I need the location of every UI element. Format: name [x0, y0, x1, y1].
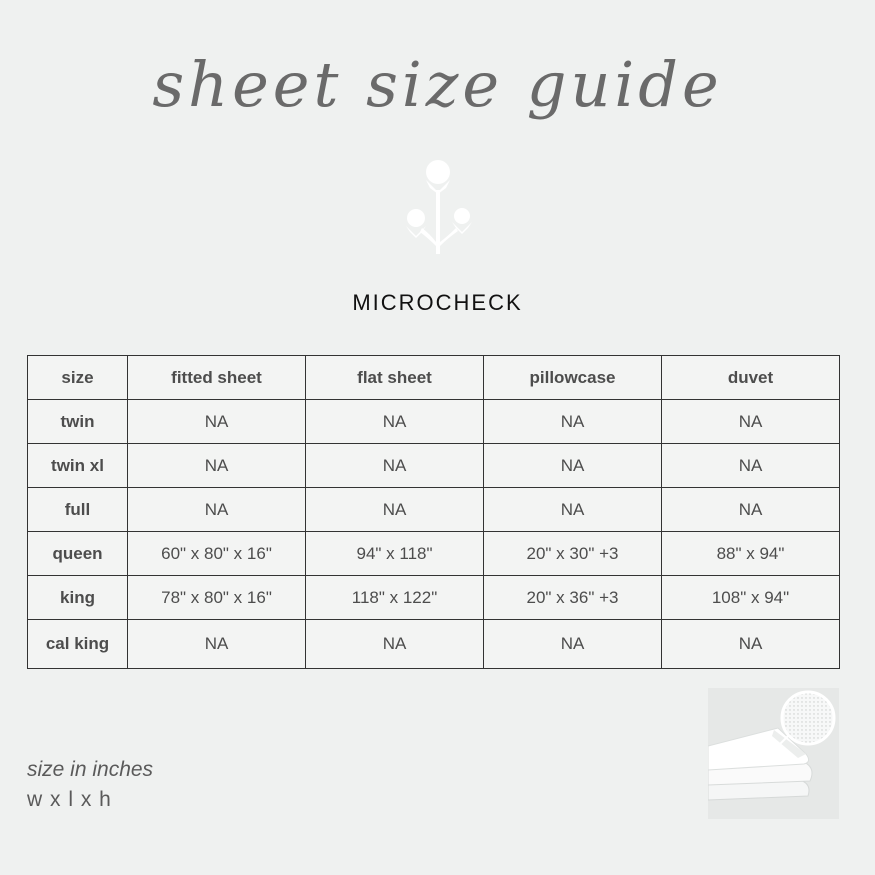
flat-sheet-cell: 118" x 122" — [306, 576, 484, 620]
row-size-label: full — [28, 488, 128, 532]
duvet-cell: 108" x 94" — [662, 576, 840, 620]
pillowcase-cell: NA — [484, 400, 662, 444]
table-row — [28, 620, 840, 669]
table-row — [28, 576, 840, 620]
pillowcase-cell: NA — [484, 444, 662, 488]
table-row — [28, 488, 840, 532]
page-title: sheet size guide — [152, 48, 723, 121]
fitted-sheet-cell: 78" x 80" x 16" — [128, 576, 306, 620]
fitted-sheet-cell: NA — [128, 400, 306, 444]
pillowcase-cell: NA — [484, 488, 662, 532]
duvet-cell: 88" x 94" — [662, 532, 840, 576]
pillowcase-cell: NA — [484, 620, 662, 669]
folded-sheets-image — [708, 688, 839, 819]
product-photo — [708, 688, 839, 819]
duvet-cell: NA — [662, 488, 840, 532]
flat-sheet-cell: 94" x 118" — [306, 532, 484, 576]
table-row — [28, 532, 840, 576]
pillowcase-cell: 20" x 36" +3 — [484, 576, 662, 620]
duvet-cell: NA — [662, 444, 840, 488]
flat-sheet-cell: NA — [306, 400, 484, 444]
pillowcase-cell: 20" x 30" +3 — [484, 532, 662, 576]
fitted-sheet-cell: NA — [128, 488, 306, 532]
table-row — [28, 444, 840, 488]
header-fitted-sheet: fitted sheet — [128, 356, 306, 400]
flower-logo-icon — [400, 158, 476, 256]
flat-sheet-cell: NA — [306, 444, 484, 488]
header-size: size — [28, 356, 128, 400]
fitted-sheet-cell: NA — [128, 620, 306, 669]
header-flat-sheet: flat sheet — [306, 356, 484, 400]
duvet-cell: NA — [662, 400, 840, 444]
units-note — [27, 758, 153, 812]
table-row — [28, 400, 840, 444]
duvet-cell: NA — [662, 620, 840, 669]
fitted-sheet-cell: 60" x 80" x 16" — [128, 532, 306, 576]
flat-sheet-cell: NA — [306, 488, 484, 532]
dimension-order: w x l x h — [27, 788, 112, 811]
row-size-label: queen — [28, 532, 128, 576]
table-header-row — [28, 356, 840, 400]
header-duvet: duvet — [662, 356, 840, 400]
row-size-label: cal king — [28, 620, 128, 669]
flat-sheet-cell: NA — [306, 620, 484, 669]
size-table — [27, 355, 840, 669]
product-name: MICROCHECK — [352, 290, 523, 315]
row-size-label: king — [28, 576, 128, 620]
fitted-sheet-cell: NA — [128, 444, 306, 488]
units-label: size in inches — [27, 758, 154, 781]
row-size-label: twin xl — [28, 444, 128, 488]
row-size-label: twin — [28, 400, 128, 444]
header-pillowcase: pillowcase — [484, 356, 662, 400]
